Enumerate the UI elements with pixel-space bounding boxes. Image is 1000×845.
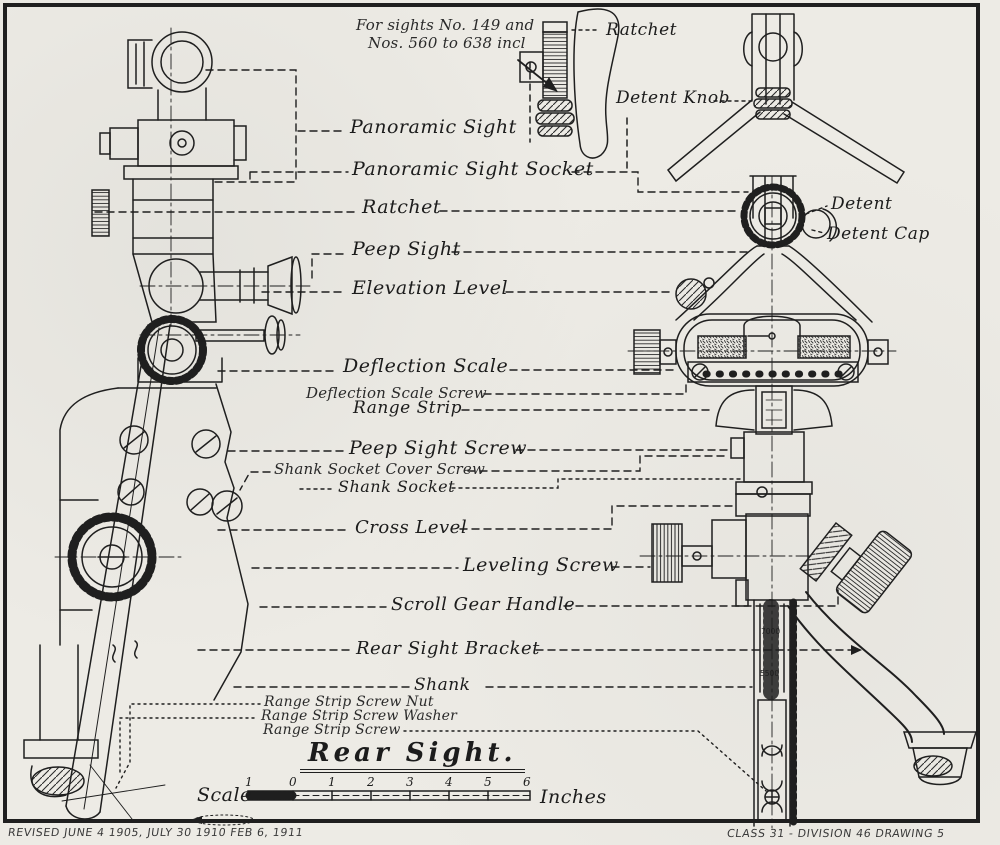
label-deflection-scale-screw: Deflection Scale Screw: [306, 384, 487, 402]
label-panoramic-sight: Panoramic Sight: [350, 116, 517, 138]
label-range-strip-screw-nut: Range Strip Screw Nut: [264, 694, 434, 710]
leader-lines: [95, 30, 862, 825]
scale-tick-7: 6: [523, 775, 532, 789]
front-view: [628, 176, 976, 828]
label-detent-cap: Detent Cap: [827, 224, 930, 244]
label-shank-socket-cover-screw: Shank Socket Cover Screw: [274, 460, 486, 478]
label-cross-level: Cross Level: [355, 517, 468, 538]
label-scroll-gear-handle: Scroll Gear Handle: [391, 594, 576, 615]
revision-note: REVISED JUNE 4 1905, JULY 30 1910 FEB 6, 1911: [7, 826, 305, 839]
scale-tick-3: 2: [367, 775, 376, 789]
note-line2: Nos. 560 to 638 incl: [368, 34, 526, 52]
label-detent-knob: Detent Knob: [616, 88, 731, 108]
scale-units-label: Inches: [540, 786, 607, 808]
scale-label: Scale: [197, 784, 252, 806]
classification-note: CLASS 31 - DIVISION 46 DRAWING 5: [726, 827, 946, 840]
scale-tick-0: 1: [245, 775, 254, 789]
label-rear-sight-bracket: Rear Sight Bracket: [356, 638, 540, 659]
label-elevation-level: Elevation Level: [352, 277, 509, 299]
scale-tick-6: 5: [484, 775, 493, 789]
label-detent: Detent: [831, 194, 893, 214]
scale-tick-5: 4: [445, 775, 454, 789]
scale-tick-1: 0: [289, 775, 298, 789]
label-leveling-screw: Leveling Screw: [463, 554, 619, 576]
label-shank-socket: Shank Socket: [338, 477, 456, 496]
drawing-title: Rear Sight.: [300, 740, 525, 773]
scale-tick-2: 1: [328, 775, 337, 789]
scale-tick-4: 3: [406, 775, 415, 789]
label-panoramic-sight-socket: Panoramic Sight Socket: [352, 158, 594, 180]
shank-graduation-7000: 7000: [761, 627, 781, 636]
label-peep-sight: Peep Sight: [352, 238, 461, 260]
label-deflection-scale: Deflection Scale: [343, 355, 509, 377]
label-range-strip-screw-washer: Range Strip Screw Washer: [261, 708, 458, 724]
shank-graduation-5500: 5500: [760, 669, 780, 678]
label-ratchet: Ratchet: [362, 196, 441, 218]
label-shank: Shank: [414, 675, 471, 695]
note-line1: For sights No. 149 and: [356, 16, 535, 34]
label-peep-sight-screw: Peep Sight Screw: [349, 437, 528, 459]
label-range-strip-screw: Range Strip Screw: [263, 722, 401, 738]
label-range-strip: Range Strip: [353, 398, 463, 418]
label-ratchet-detail: Ratchet: [606, 20, 678, 40]
scale-bar-graphic: [248, 791, 530, 800]
